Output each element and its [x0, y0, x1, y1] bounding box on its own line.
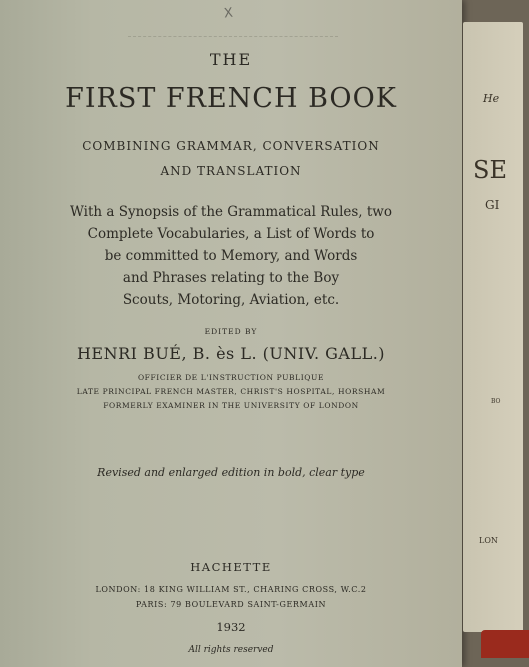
- synopsis-line: and Phrases relating to the Boy: [122, 270, 340, 286]
- publication-year: 1932: [216, 620, 246, 634]
- fragment-text: He: [483, 92, 500, 105]
- bleed-through-text: [128, 36, 338, 47]
- fragment-text: GI: [485, 198, 500, 212]
- fragment-text: LON: [479, 536, 498, 545]
- editor-credential: LATE PRINCIPAL FRENCH MASTER, CHRIST'S HOSPITAL, HORSHAM: [76, 387, 386, 396]
- synopsis-line: be committed to Memory, and Words: [104, 248, 358, 264]
- publisher-name: HACHETTE: [190, 560, 272, 574]
- fragment-text: BO: [491, 398, 501, 405]
- subtitle-line-1: COMBINING GRAMMAR, CONVERSATION: [82, 139, 380, 153]
- editor-credential: FORMERLY EXAMINER IN THE UNIVERSITY OF LONDON: [103, 401, 359, 410]
- title-article: THE: [209, 50, 253, 69]
- editor-name: HENRI BUÉ, B. ès L. (UNIV. GALL.): [76, 344, 386, 363]
- edited-by-label: EDITED BY: [204, 327, 258, 336]
- pencil-mark: X: [223, 5, 234, 22]
- publisher-address: LONDON: 18 KING WILLIAM ST., CHARING CROSS, W.C.2: [95, 585, 367, 594]
- adjacent-book-page: [463, 22, 523, 632]
- rights-notice: All rights reserved: [188, 645, 274, 655]
- red-cover-edge: [481, 630, 529, 658]
- book-title: FIRST FRENCH BOOK: [65, 83, 397, 114]
- subtitle-line-2: AND TRANSLATION: [160, 164, 302, 178]
- fragment-text: SE: [473, 156, 507, 184]
- synopsis-line: Complete Vocabularies, a List of Words to: [87, 226, 375, 242]
- synopsis-line: Scouts, Motoring, Aviation, etc.: [122, 292, 340, 308]
- publisher-address: PARIS: 79 BOULEVARD SAINT-GERMAIN: [135, 600, 327, 609]
- editor-credential: OFFICIER DE L'INSTRUCTION PUBLIQUE: [137, 373, 325, 382]
- synopsis-line: With a Synopsis of the Grammatical Rules, two: [69, 204, 392, 220]
- edition-note: Revised and enlarged edition in bold, clear type: [97, 466, 365, 479]
